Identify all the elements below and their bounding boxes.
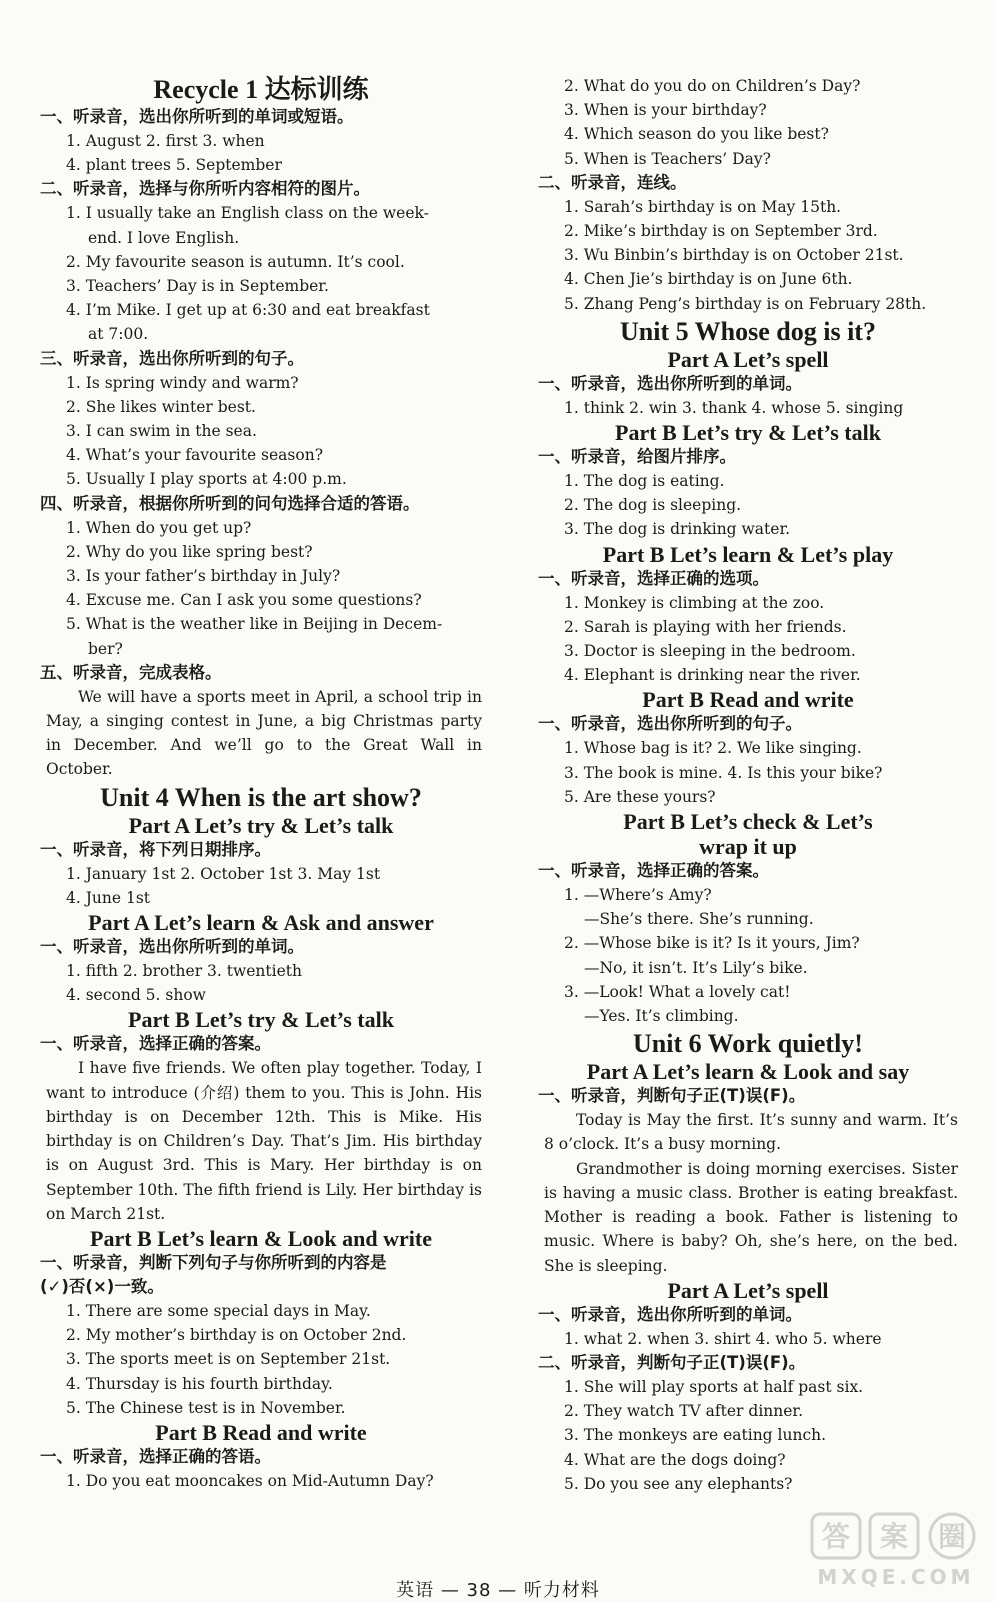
section-instruction: 一、听录音，选择正确的答案。: [538, 861, 769, 881]
part-heading: wrap it up: [699, 834, 797, 860]
text-line: 1. Is spring windy and warm?: [66, 373, 299, 392]
text-line: 1. I usually take an English class on the week-: [66, 204, 429, 223]
text-line: 4. Thursday is his fourth birthday.: [66, 1374, 333, 1393]
text-line: 1. She will play sports at half past six.: [564, 1377, 864, 1396]
text-line: 1. When do you get up?: [66, 518, 252, 537]
text-line: 2. Sarah is playing with her friends.: [564, 617, 847, 636]
unit-title: Unit 4 When is the art show?: [100, 782, 422, 812]
section-instruction: 一、听录音，选出你所听到的单词。: [538, 373, 802, 393]
section-instruction: 二、听录音，判断句子正(T)误(F)。: [538, 1352, 806, 1372]
section-instruction: 四、听录音，根据你所听到的问句选择合适的答语。: [40, 493, 420, 513]
text-line: 1. August 2. first 3. when: [66, 132, 265, 150]
svg-text:MXQE.COM: MXQE.COM: [817, 1565, 975, 1589]
section-instruction: 三、听录音，选出你所听到的句子。: [40, 348, 304, 368]
section-instruction: 一、听录音，判断句子正(T)误(F)。: [538, 1086, 806, 1106]
section-instruction: 五、听录音，完成表格。: [40, 662, 222, 682]
part-heading: Part B Let’s try & Let’s talk: [615, 420, 881, 446]
text-line: 3. Teachers’ Day is in September.: [66, 277, 329, 296]
text-line: 3. The book is mine. 4. Is this your bike?: [564, 763, 883, 782]
section-instruction: 一、听录音，选择正确的答语。: [40, 1446, 271, 1466]
text-line: 4. Elephant is drinking near the river.: [564, 666, 861, 685]
listening-paragraph: We will have a sports meet in April, a school trip in May, a singing contest in June, a big Christmas party in December. And we’ll go to the Great Wall in October.: [46, 687, 482, 779]
text-line: 1. Sarah’s birthday is on May 15th.: [564, 197, 842, 216]
text-line: 3. Wu Binbin’s birthday is on October 21st.: [564, 246, 904, 265]
page-footer: 英语 — 38 — 听力材料: [396, 1580, 600, 1601]
section-instruction: 二、听录音，连线。: [538, 172, 687, 192]
watermark-logo: [808, 1510, 984, 1590]
part-heading: Part B Read and write: [642, 687, 854, 713]
text-line: 5. Zhang Peng’s birthday is on February 28th.: [564, 294, 927, 313]
text-line: 1. January 1st 2. October 1st 3. May 1st: [66, 864, 381, 883]
part-heading: Part A Let’s learn & Look and say: [586, 1059, 910, 1085]
text-line: 1. The dog is eating.: [564, 472, 725, 491]
section-instruction: (✓)否(×)一致。: [40, 1276, 164, 1296]
text-line: 4. second 5. show: [66, 986, 206, 1005]
text-line: 3. The sports meet is on September 21st.: [66, 1350, 391, 1369]
text-line: 5. Usually I play sports at 4:00 p.m.: [66, 470, 347, 489]
text-line: 5. What is the weather like in Beijing in Decem-: [66, 615, 443, 634]
right-column: [538, 74, 958, 1496]
listening-paragraph: Today is May the first. It’s sunny and warm. It’s 8 o’clock. It’s a busy morning.: [544, 1111, 958, 1154]
part-heading: Part B Read and write: [155, 1419, 367, 1445]
text-line: 4. I’m Mike. I get up at 6:30 and eat breakfast: [66, 301, 430, 320]
text-line: 2. They watch TV after dinner.: [564, 1402, 804, 1421]
text-line: 4. June 1st: [66, 888, 151, 907]
listening-paragraph: Grandmother is doing morning exercises. Sister is having a music class. Brother is eating breakfast. Mother is reading a book. Father is listening to music. Where is baby? Oh, she’s here, on the bed. She is sleeping.: [544, 1159, 958, 1275]
text-line: 3. Doctor is sleeping in the bedroom.: [564, 642, 856, 661]
text-line: 2. Why do you like spring best?: [66, 542, 313, 561]
dialogue-reply: —She’s there. She’s running.: [584, 910, 814, 929]
text-line: 3. —Look! What a lovely cat!: [564, 982, 791, 1001]
svg-text:答: 答: [821, 1520, 851, 1553]
unit-title: Unit 6 Work quietly!: [633, 1029, 863, 1059]
part-heading: Part A Let’s spell: [667, 1277, 829, 1303]
text-line-continued: ber?: [88, 639, 123, 658]
section-instruction: 一、听录音，选出你所听到的单词或短语。: [40, 107, 354, 126]
text-line: 1. what 2. when 3. shirt 4. who 5. where: [564, 1329, 882, 1348]
text-line: 3. I can swim in the sea.: [66, 422, 257, 441]
text-line-continued: at 7:00.: [88, 325, 149, 344]
part-heading: Part B Let’s learn & Look and write: [90, 1225, 432, 1251]
text-line: 4. plant trees 5. September: [66, 156, 282, 175]
text-line: 4. What’s your favourite season?: [66, 446, 324, 465]
text-line: 1. —Where’s Amy?: [564, 886, 712, 905]
text-line: 1. Do you eat mooncakes on Mid-Autumn Day?: [66, 1471, 434, 1490]
text-line-continued: end. I love English.: [88, 228, 240, 247]
text-line: 1. think 2. win 3. thank 4. whose 5. singing: [564, 398, 904, 417]
text-line: 3. The monkeys are eating lunch.: [564, 1426, 827, 1445]
text-line: 3. The dog is drinking water.: [564, 520, 791, 539]
text-line: 4. Excuse me. Can I ask you some questions?: [66, 591, 422, 610]
text-line: 2. —Whose bike is it? Is it yours, Jim?: [564, 934, 860, 953]
section-instruction: 一、听录音，选择正确的选项。: [538, 568, 769, 588]
text-line: 2. Mike’s birthday is on September 3rd.: [564, 222, 878, 241]
section-instruction: 一、听录音，选出你所听到的句子。: [538, 714, 802, 734]
text-line: 1. Whose bag is it? 2. We like singing.: [564, 739, 862, 758]
section-instruction: 一、听录音，选出你所听到的单词。: [40, 937, 304, 957]
text-line: 2. What do you do on Children’s Day?: [564, 77, 861, 95]
text-line: 1. There are some special days in May.: [66, 1301, 371, 1320]
text-line: 3. When is your birthday?: [564, 101, 767, 120]
section-instruction: 一、听录音，将下列日期排序。: [40, 839, 271, 859]
text-line: 5. Do you see any elephants?: [564, 1474, 793, 1493]
unit-title: Unit 5 Whose dog is it?: [620, 316, 876, 346]
left-column: [40, 74, 482, 1493]
section-instruction: 一、听录音，给图片排序。: [538, 447, 736, 467]
dialogue-reply: —No, it isn’t. It’s Lily’s bike.: [584, 958, 808, 977]
svg-text:圈: 圈: [937, 1520, 967, 1553]
part-heading: Part B Let’s learn & Let’s play: [602, 541, 894, 567]
section-instruction: 一、听录音，判断下列句子与你所听到的内容是: [40, 1252, 387, 1272]
unit-title: Recycle 1 达标训练: [153, 75, 369, 104]
section-instruction: 一、听录音，选择正确的答案。: [40, 1034, 271, 1054]
dialogue-reply: —Yes. It’s climbing.: [584, 1007, 739, 1026]
part-heading: Part A Let’s try & Let’s talk: [128, 812, 394, 838]
part-heading: Part B Let’s check & Let’s: [623, 809, 873, 835]
text-line: 4. Which season do you like best?: [564, 125, 829, 144]
text-line: 2. The dog is sleeping.: [564, 496, 742, 515]
section-instruction: 二、听录音，选择与你所听内容相符的图片。: [40, 179, 370, 199]
text-line: 2. My favourite season is autumn. It’s cool.: [66, 252, 405, 271]
text-line: 5. Are these yours?: [564, 787, 716, 806]
text-line: 2. She likes winter best.: [66, 397, 256, 416]
part-heading: Part B Let’s try & Let’s talk: [128, 1007, 394, 1033]
text-line: 5. When is Teachers’ Day?: [564, 149, 771, 168]
part-heading: Part A Let’s spell: [667, 346, 829, 372]
listening-paragraph: I have five friends. We often play together. Today, I want to introduce (介绍) them to you. This is John. His birthday is on December 12th. This is Mike. His birthday is on Children’s Day. That’s Jim. His birthday is on August 3rd. This is Mary. Her birthday is on September 10th. The fifth friend is Lily. Her birthday is on March 21st.: [46, 1059, 482, 1223]
text-line: 2. My mother’s birthday is on October 2nd.: [66, 1326, 407, 1345]
text-line: 1. fifth 2. brother 3. twentieth: [66, 962, 302, 981]
svg-text:案: 案: [879, 1520, 909, 1553]
section-instruction: 一、听录音，选出你所听到的单词。: [538, 1304, 802, 1324]
part-heading: Part A Let’s learn & Ask and answer: [88, 910, 434, 936]
text-line: 4. Chen Jie’s birthday is on June 6th.: [564, 270, 853, 289]
text-line: 3. Is your father’s birthday in July?: [66, 567, 341, 586]
text-line: 5. The Chinese test is in November.: [66, 1398, 346, 1417]
text-line: 1. Monkey is climbing at the zoo.: [564, 593, 825, 612]
text-line: 4. What are the dogs doing?: [564, 1450, 786, 1469]
